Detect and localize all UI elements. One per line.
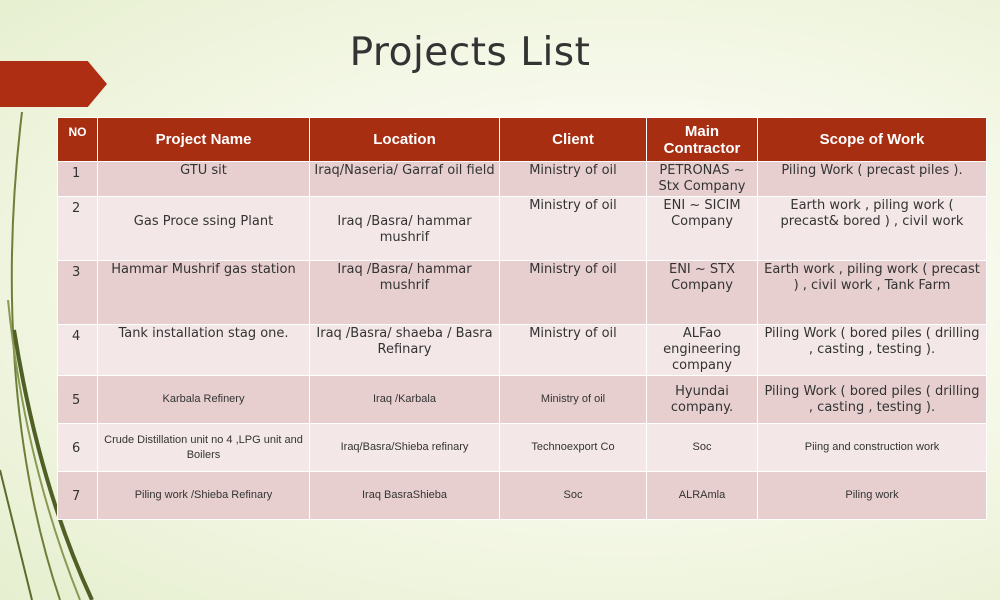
cell-location: Iraq BasraShieba: [310, 472, 500, 520]
cell-project: Hammar Mushrif gas station: [98, 261, 310, 325]
table-header-row: [58, 118, 987, 162]
cell-client: Ministry of oil: [500, 162, 647, 197]
decor-curve-4: [0, 470, 32, 600]
cell-no: 3: [58, 261, 98, 325]
slide-title: Projects List: [349, 30, 591, 75]
cell-scope: Piling Work ( precast piles ).: [758, 162, 987, 197]
cell-scope: Earth work , piling work ( precast& bored ) , civil work: [758, 197, 987, 261]
cell-location: Iraq/Naseria/ Garraf oil field: [310, 162, 500, 197]
cell-project: GTU sit: [98, 162, 310, 197]
header-project-name: Project Name: [98, 118, 310, 162]
cell-location: Iraq /Basra/ hammar mushrif: [310, 261, 500, 325]
cell-no: 4: [58, 325, 98, 376]
cell-no: 6: [58, 424, 98, 472]
cell-scope: Piling Work ( bored piles ( drilling , casting , testing ).: [758, 376, 987, 424]
table-row: [58, 376, 987, 424]
cell-location: Iraq /Karbala: [310, 376, 500, 424]
table-row: [58, 472, 987, 520]
cell-location: Iraq /Basra/ shaeba / Basra Refinary: [310, 325, 500, 376]
header-location: Location: [310, 118, 500, 162]
table-row: [58, 325, 987, 376]
projects-table: [57, 117, 987, 520]
cell-project: Karbala Refinery: [98, 376, 310, 424]
cell-contractor: ENI ~ STX Company: [647, 261, 758, 325]
cell-client: Ministry of oil: [500, 197, 647, 261]
cell-contractor: ALRAmla: [647, 472, 758, 520]
cell-contractor: PETRONAS ~ Stx Company: [647, 162, 758, 197]
cell-client: Ministry of oil: [500, 376, 647, 424]
cell-client: Ministry of oil: [500, 325, 647, 376]
cell-scope: Piling work: [758, 472, 987, 520]
cell-no: 7: [58, 472, 98, 520]
cell-contractor: Hyundai company.: [647, 376, 758, 424]
cell-no: 2: [58, 197, 98, 261]
table-row: [58, 261, 987, 325]
cell-project: Piling work /Shieba Refinary: [98, 472, 310, 520]
cell-location: Iraq/Basra/Shieba refinary: [310, 424, 500, 472]
cell-project: Tank installation stag one.: [98, 325, 310, 376]
table-row: [58, 424, 987, 472]
cell-project: Crude Distillation unit no 4 ,LPG unit and Boilers: [98, 424, 310, 472]
cell-client: Technoexport Co: [500, 424, 647, 472]
cell-location: Iraq /Basra/ hammar mushrif: [310, 197, 500, 261]
table-row: [58, 162, 987, 197]
header-main-contractor: Main Contractor: [647, 118, 758, 162]
cell-scope: Piling Work ( bored piles ( drilling , casting , testing ).: [758, 325, 987, 376]
cell-contractor: ALFao engineering company: [647, 325, 758, 376]
cell-client: Soc: [500, 472, 647, 520]
cell-project: Gas Proce ssing Plant: [98, 197, 310, 261]
cell-scope: Piing and construction work: [758, 424, 987, 472]
header-scope-of-work: Scope of Work: [758, 118, 987, 162]
table-row: [58, 197, 987, 261]
cell-scope: Earth work , piling work ( precast ) , civil work , Tank Farm: [758, 261, 987, 325]
cell-client: Ministry of oil: [500, 261, 647, 325]
header-client: Client: [500, 118, 647, 162]
header-no: NO: [58, 118, 98, 162]
cell-contractor: ENI ~ SICIM Company: [647, 197, 758, 261]
cell-no: 1: [58, 162, 98, 197]
cell-contractor: Soc: [647, 424, 758, 472]
cell-no: 5: [58, 376, 98, 424]
